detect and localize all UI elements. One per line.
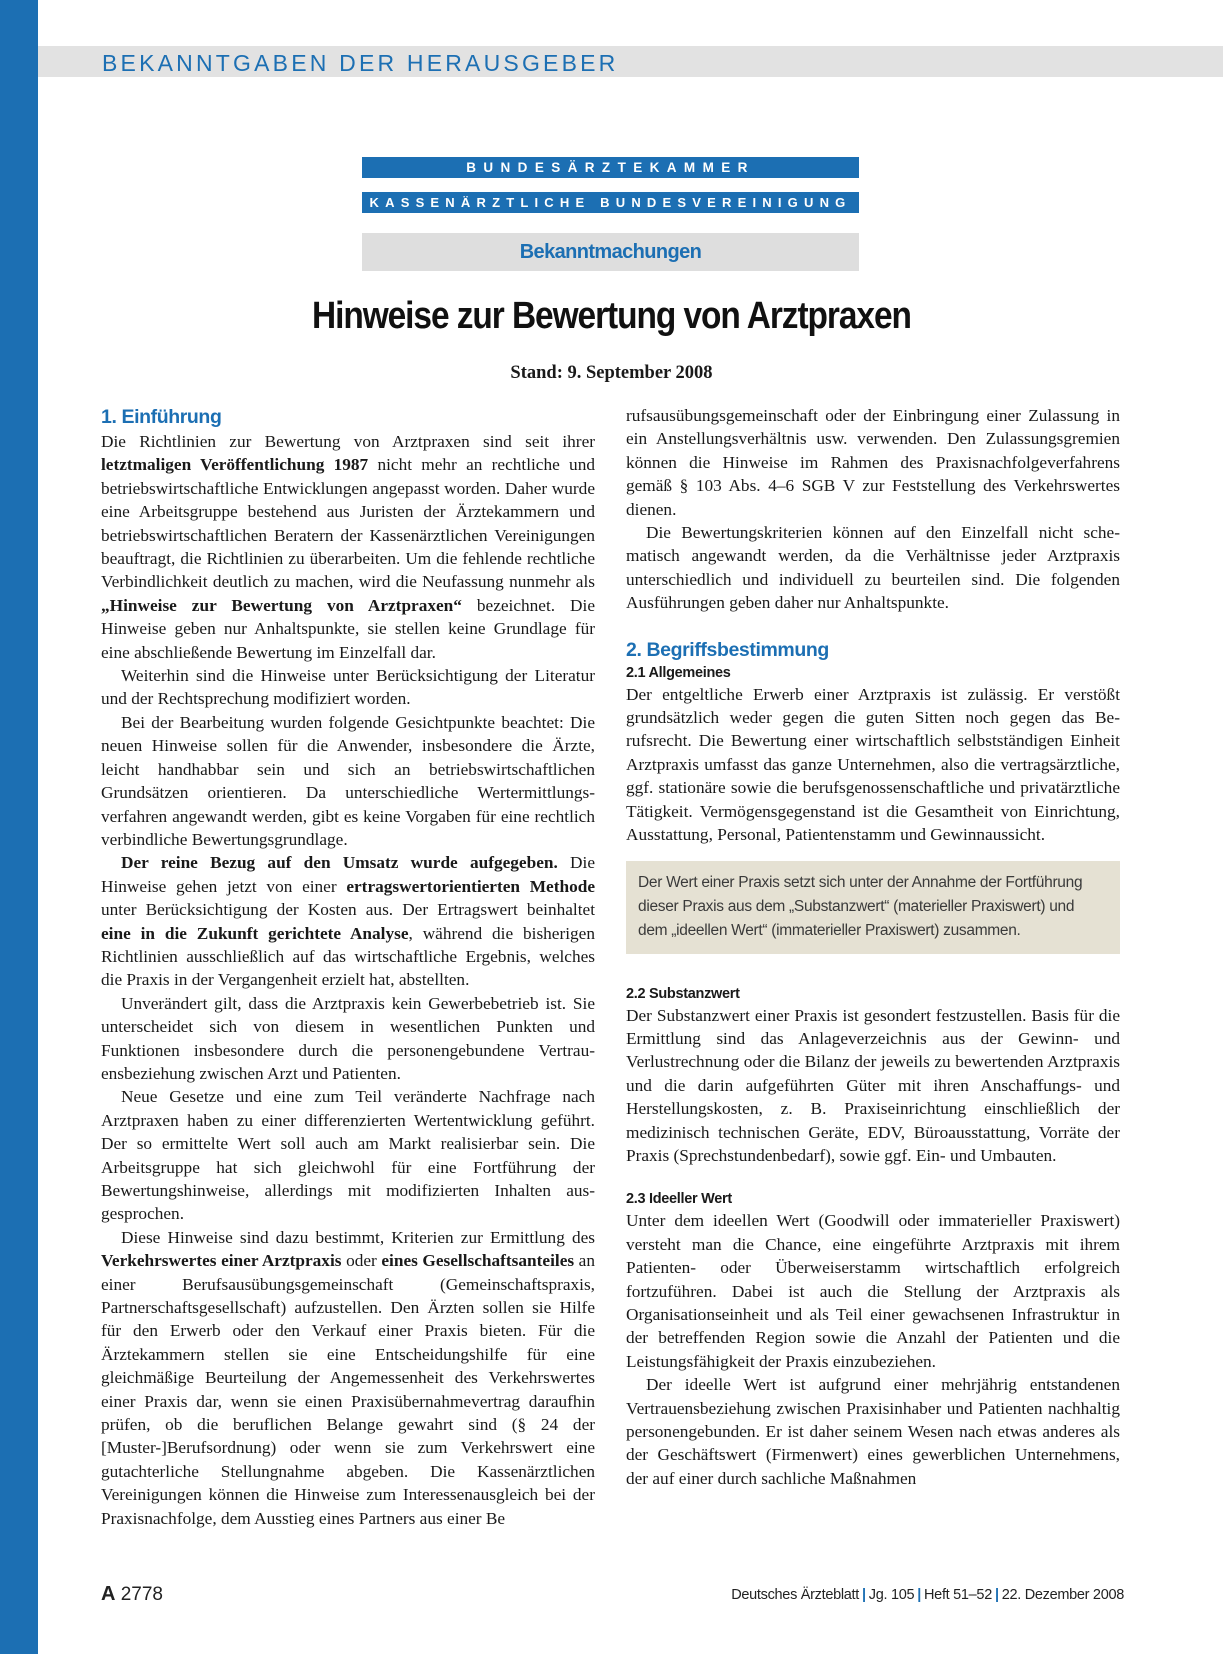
- journal-date: 22. Dezember 2008: [1001, 1587, 1124, 1603]
- paragraph: Der entgeltliche Erwerb einer Arztpraxis ist zulässig. Er verstößt grundsätzlich weder gegen die guten Sitten noch gegen das Berufsrecht. Die Bewertung einer wirtschaftlich selbstständigen Einheit Arztpraxis umfasst das ganze Unternehmen, also die vertragsärztliche, ggf. stationäre sowie die berufsgenossenschaftliche und privatärztliche Tätigkeit. Vermögensgegenstand ist die Gesamtheit von Einrichtung, Ausstattung, Personal, Patientenstamm und Gewinnaussicht.: [626, 684, 1120, 845]
- org-banner-baek: BUNDESÄRZTEKAMMER: [362, 157, 859, 178]
- paragraph: Unter dem ideellen Wert (Goodwill oder immaterieller Praxiswert) versteht man die Chance, eine eingeführte Arztpraxis mit ihrem Patienten- oder Überweiserstamm wirtschaftlich erfolgreich fortzuführen. Dabei ist auch die Stellung der Arztpraxis als Organisationseinheit und als Teil einer gewachsenen Infrastruktur in der betreffenden Region sowie die Anzahl der Patienten und die Leistungsfähigkeit der Praxis einzubeziehen.: [626, 1211, 1120, 1371]
- paragraph: rufsausübungsgemeinschaft oder der Einbringung einer Zulassung in ein Anstellungsverhältnis usw. verwenden. Den Zulassungsgremien können die Hinweise im Rahmen des Praxisnachfolgeverfahrens gemäß § 103 Abs. 4–6 SGB V zur Feststellung des Verkehrswertes dienen.: [626, 406, 1120, 519]
- section-title: BEKANNTGABEN DER HERAUSGEBER: [102, 50, 619, 76]
- paragraph: Die Richtlinien zur Bewertung von Arztpraxen sind seit ihrer letztmaligen Veröffentlichung 1987 nicht mehr an rechtliche und betriebswirtschaftliche Entwicklungen angepasst worden. Daher wurde eine Arbeitsgruppe bestehend aus Juristen der Ärztekammern und betriebswirtschaftlichen Beratern der Kassenärztlichen Vereinigungen beauftragt, die Richtlinien zu überarbeiten. Um die fehlende rechtliche Verbindlichkeit deutlich zu machen, wird die Neufassung nunmehr als „Hinweise zur Bewertung von Arztpraxen“ bezeichnet. Die Hinweise geben nur Anhaltspunkte, sie stellen keine Grundlage für eine abschließende Bewertung im Einzelfall dar.: [101, 432, 595, 662]
- journal-volume: Jg. 105: [868, 1587, 915, 1603]
- paragraph: Neue Gesetze und eine zum Teil veränderte Nachfrage nach Arztpraxen haben zu einer differenzierten Wertentwicklung geführt. Der so ermittelte Wert soll auch am Markt realisierbar sein. Die Arbeitsgruppe hat sich gleichwohl für eine Fortführung der Bewertungshinweise, allerdings mit modifizierten Inhalten ausgesprochen.: [101, 1087, 595, 1224]
- page-number-value: 2778: [120, 1584, 164, 1605]
- category-box: Bekanntmachungen: [362, 233, 859, 271]
- subheading-allgemeines: 2.1 Allgemeines: [626, 664, 731, 681]
- paragraph: Diese Hinweise sind dazu bestimmt, Kriterien zur Ermittlung des Verkehrswertes einer Arztpraxis oder eines Gesellschaftsanteiles an einer Berufsausübungsgemeinschaft (Gemeinschaftspraxis, Partnerschaftsgesellschaft) aufzustellen. Den Ärzten sollen sie Hilfe für den Erwerb oder den Verkauf einer Praxis bieten. Für die Ärztekammern stellen sie eine Entscheidungshilfe für eine gleichmäßige Beurteilung der Angemessenheit des Verkehrswertes einer Praxis dar, wenn sie einen Praxisübernahmevertrag daraufhin prüfen, ob die beruflichen Belange gewahrt sind (§ 24 der [Muster-]Berufsordnung) oder wenn sie zum Verkehrswert eine gutachterliche Stellungnahme abgeben. Die Kassenärztlichen Vereinigungen können die Hinweise zum Interessenausgleich bei der Praxisnachfolge, dem Ausstieg eines Partners aus einer Be: [101, 1227, 595, 1528]
- paragraph: Unverändert gilt, dass die Arztpraxis kein Gewerbebetrieb ist. Sie unterscheidet sich von diesem in wesentlichen Punkten und Funktionen insbesondere durch die personengebundene Vertrauensbeziehung zwischen Arzt und Patienten.: [101, 993, 595, 1083]
- left-column: [101, 404, 595, 1530]
- subheading-substanzwert: 2.2 Substanzwert: [626, 985, 740, 1002]
- subheading-ideeller-wert: 2.3 Ideeller Wert: [626, 1191, 732, 1208]
- blue-sidebar: [0, 0, 38, 1654]
- paragraph: Der ideelle Wert ist aufgrund einer mehrjährig entstandenen Vertrauensbeziehung zwischen Praxisinhaber und Patienten nachhaltig personengebunden. Er ist daher seinem Wesen nach etwas anderes als der Geschäftswert (Firmenwert) eines gewerblichen Unternehmens, der auf einer durch sachliche Maßnahmen: [626, 1375, 1120, 1488]
- journal-name: Deutsches Ärzteblatt: [731, 1587, 860, 1603]
- heading-einfuehrung: 1. Einführung: [101, 406, 222, 428]
- paragraph: Der reine Bezug auf den Umsatz wurde aufgegeben. Die Hinweise gehen jetzt von einer ertragswertorientierten Methode unter Berücksichtigung der Kosten aus. Der Ertragswert beinhaltet eine in die Zukunft gerichtete Analyse, während die bisherigen Richtlinien ausschließlich auf das wirtschaftliche Ergebnis, welches die Praxis in der Vergangenheit erzielt hat, abstellten.: [101, 853, 596, 990]
- paragraph: Bei der Bearbeitung wurden folgende Gesichtpunkte beachtet: Die neuen Hinweise sollen für die Anwender, insbesondere die Ärzte, leicht handhabbar sein und sich an betriebswirtschaftlichen Grundsätzen orientieren. Da unterschiedliche Wertermittlungsverfahren angewandt werden, gibt es keine Vorgaben für eine rechtlich verbindliche Bewertungsgrundlage.: [101, 712, 595, 849]
- highlight-box: Der Wert einer Praxis setzt sich unter der Annahme der Fortführung dieser Praxis aus dem „Substanzwert“ (materieller Praxiswert) und dem „ideellen Wert“ (immaterieller Praxiswert) zusammen.: [626, 861, 1120, 954]
- heading-begriffsbestimmung: 2. Begriffsbestimmung: [626, 638, 829, 661]
- right-column: [626, 404, 1120, 1490]
- paragraph: Der Substanzwert einer Praxis ist gesondert festzustellen. Basis für die Ermittlung sind das Anlageverzeichnis aus der Gewinn- und Verlustrechnung oder die Bilanz der jeweils zu bewertenden Arztpraxis und die darin aufgeführten Güter mit ihren Anschaffungs- und Herstellungskosten, z. B. Praxiseinrichtung einschließlich der medizinisch technischen Geräte, EDV, Büroausstattung, Vorräte der Praxis (Sprechstundenbedarf), sowie ggf. Ein- und Umbauten.: [626, 1005, 1120, 1165]
- page-number: [101, 1583, 163, 1606]
- journal-citation: Deutsches Ärzteblatt | Jg. 105 | Heft 51–52 | 22. Dezember 2008: [731, 1587, 1124, 1603]
- page-prefix: A: [101, 1583, 116, 1605]
- article-date: Stand: 9. September 2008: [510, 363, 713, 383]
- article-title: Hinweise zur Bewertung von Arztpraxen: [311, 295, 911, 337]
- paragraph: Die Bewertungskriterien können auf den Einzelfall nicht schematisch angewandt werden, da die Verhältnisse jeder Arztpraxis unterschiedlich und individuell zu beurteilen sind. Die folgenden Ausführungen geben daher nur Anhaltspunkte.: [626, 523, 1120, 613]
- paragraph: Weiterhin sind die Hinweise unter Berücksichtigung der Literatur und der Rechtsprechung modifiziert worden.: [101, 666, 595, 709]
- org-banner-kbv: KASSENÄRZTLICHE BUNDESVEREINIGUNG: [362, 192, 859, 213]
- journal-issue: Heft 51–52: [924, 1587, 992, 1603]
